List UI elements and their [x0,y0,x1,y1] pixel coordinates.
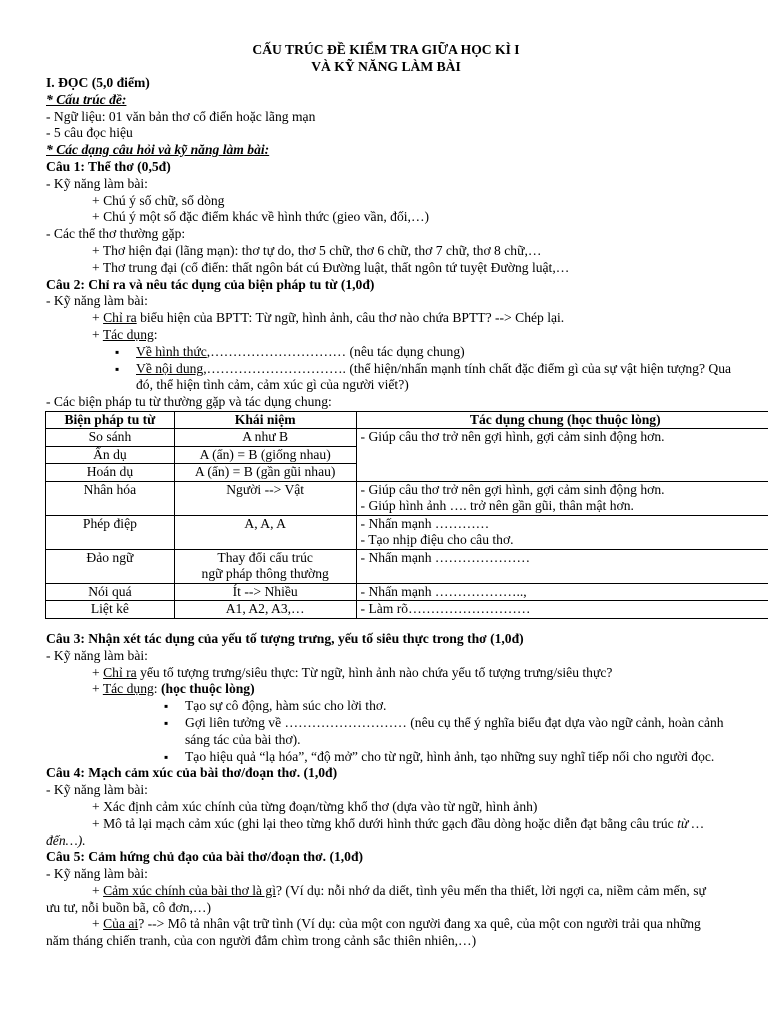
cell-concept: Người --> Vật [174,481,356,515]
underlined-term: Tác dụng [102,326,154,342]
bullet-item: ▪ Tạo sự cô động, hàm súc cho lời thơ. [164,698,724,715]
text-fragment: + [92,310,104,326]
underlined-term: Của ai [103,916,139,932]
text-line [46,327,726,344]
bullet-list [46,698,724,765]
cell-concept: A (ẩn) = B (gần gũi nhau) [174,464,356,482]
text-line: + Thơ hiện đại (lãng mạn): thơ tự do, thơ 5 chữ, thơ 6 chữ, thơ 7 chữ, thơ 8 chữ,… [92,242,542,258]
underlined-term: Về hình thức [136,343,207,359]
cell-name: Hoán dụ [46,464,175,482]
cell-effect: - Nhấn mạnh ………………… [356,549,768,583]
table-row [46,583,768,601]
text-line: - 5 câu đọc hiệu [46,125,133,141]
underlined-term: Cảm xúc chính của bài thơ là gì [103,882,276,898]
bullet-item: ▪ Gợi liên tưởng về ……………………… (nêu cụ thể ý nghĩa biểu đạt dựa vào ngữ cảnh, hoàn cảnh sáng tác của bài thơ). [164,715,724,749]
text-line: - Các thể thơ thường gặp: [46,226,186,242]
text-line: + Chú ý một số đặc điểm khác về hình thức (gieo vần, đối,…) [92,209,430,225]
cell-concept: A (ẩn) = B (giống nhau) [174,446,356,464]
cell-concept [174,549,356,583]
text-fragment: ? (Ví dụ: nỗi nhớ da diết, tình yêu mến tha thiết, lời ngợi ca, niềm cảm mến, sự ưu tư, nỗi buồn bã, cô đơn,…) [46,882,706,915]
table-header-row [46,411,768,429]
text-fragment: ? --> Mô tả nhân vật trữ tình (Ví dụ: của một con người đang xa quê, của một con người trải qua những năm tháng chiến tranh, của con người đắm chìm trong cảnh sắc thiên nhiên,…) [46,916,701,949]
text-fragment: : [153,326,158,342]
text-line: + Xác định cảm xúc chính của từng đoạn/từng khổ thơ (dựa vào từ ngữ, hình ảnh) [92,798,538,814]
cell-name: Phép điệp [46,515,175,549]
text-fragment: ,…………………………. (thể hiện/nhấn mạnh tính chất đặc điểm gì của sự vật hiện tượng? Qua đó, thể hiện tình cảm, cảm xúc gì của người viết?) [136,360,732,393]
table-row [46,601,768,619]
text-fragment: + [92,326,103,342]
effect-line: - Giúp hình ảnh …. trở nên gần gũi, thân mật hơn. [360,498,634,514]
table-row [46,429,768,447]
table-row [46,515,768,549]
text-fragment: : [153,681,161,697]
text-fragment: + [92,916,104,932]
text-line: - Các biện pháp tu từ thường gặp và tác dụng chung: [46,394,332,410]
text-line: - Kỹ năng làm bài: [46,866,148,882]
text-fragment: + [92,882,104,898]
cell-effect [356,515,768,549]
underlined-term: Về nội dung [136,360,204,376]
text-line: - Ngữ liệu: 01 văn bản thơ cổ điển hoặc lãng mạn [46,108,316,124]
underlined-term: Tác dụng [102,681,154,697]
effect-line: - Tạo nhịp điệu cho câu thơ. [360,532,514,548]
document-page [46,42,732,950]
cell-effect [356,481,768,515]
text-paragraph [46,883,722,917]
underlined-term: Chỉ ra [103,310,137,326]
question-3-heading: Câu 3: Nhận xét tác dụng của yếu tố tượng trưng, yếu tố siêu thực trong thơ (1,0đ) [46,630,524,646]
text-fragment: biểu hiện của BPTT: Từ ngữ, hình ảnh, câu thơ nào chứa BPTT? --> Chép lại. [136,310,565,326]
text-line [46,310,726,327]
text-line [46,665,726,682]
cell-name: Ẩn dụ [46,446,175,464]
cell-name: So sánh [46,429,175,447]
text-fragment: + Mô tả lại mạch cảm xúc (ghi lại theo từng khổ dưới hình thức gạch đầu dòng hoặc diễn đạt bằng câu trúc [92,815,678,831]
text-fragment: yếu tố tượng trưng/siêu thực: Từ ngữ, hình ảnh nào chứa yếu tố tượng trưng/siêu thực? [136,664,613,680]
text-paragraph [46,916,726,950]
table-row [46,549,768,583]
bullet-item [115,344,726,361]
text-fragment: + [92,664,104,680]
column-header: Biện pháp tu từ [46,411,175,429]
cell-name: Đảo ngữ [46,549,175,583]
bullet-item: ▪ Tạo hiệu quả “lạ hóa”, “độ mở” cho từ ngữ, hình ảnh, tạo những suy nghĩ tiếp nối cho người đọc. [164,749,724,766]
title-line-2: VÀ KỸ NĂNG LÀM BÀI [311,58,461,74]
bullet-item [115,361,736,395]
cell-concept: A, A, A [174,515,356,549]
question-2-heading: Câu 2: Chỉ ra và nêu tác dụng của biện pháp tu từ (1,0đ) [46,276,375,292]
cell-effect: - Giúp câu thơ trở nên gợi hình, gợi cảm sinh động hơn. [356,429,768,482]
italic-fragment: từ … đến…). [46,815,704,848]
cell-name: Nhân hóa [46,481,175,515]
section-heading: I. ĐỌC (5,0 điểm) [46,75,150,90]
underlined-term: Chỉ ra [103,664,137,680]
text-line: + Thơ trung đại (cổ điển: thất ngôn bát cú Đường luật, thất ngôn tứ tuyệt Đường luật,… [92,259,570,275]
concept-line: ngữ pháp thông thường [201,566,329,582]
question-4-heading: Câu 4: Mạch cảm xúc của bài thơ/đoạn thơ. (1,0đ) [46,765,338,781]
text-line: - Kỹ năng làm bài: [46,782,148,798]
effect-line: - Giúp câu thơ trở nên gợi hình, gợi cảm sinh động hơn. [360,481,665,497]
concept-line: Thay đổi cấu trúc [217,549,313,565]
column-header: Tác dụng chung (học thuộc lòng) [356,411,768,429]
cell-concept: Ít --> Nhiều [174,583,356,601]
rhetoric-table [45,411,768,619]
table-row [46,481,768,515]
cell-name: Liệt kê [46,601,175,619]
effect-line: - Nhấn mạnh ………… [360,515,490,531]
text-line: + Chú ý số chữ, số dòng [92,192,225,208]
document-title [46,42,726,75]
subheading-structure: * Cấu trúc đề: [46,91,127,107]
spacer [46,619,726,631]
text-fragment: ,………………………… (nêu tác dụng chung) [206,343,465,359]
cell-concept: A như B [174,429,356,447]
column-header: Khái niệm [174,411,356,429]
cell-effect: - Nhấn mạnh ……………….., [356,583,768,601]
text-line: - Kỹ năng làm bài: [46,175,148,191]
text-line: - Kỹ năng làm bài: [46,293,148,309]
question-1-heading: Câu 1: Thể thơ (0,5đ) [46,158,171,174]
cell-name: Nói quá [46,583,175,601]
text-fragment: + [92,681,103,697]
text-line [46,681,726,698]
cell-concept: A1, A2, A3,… [174,601,356,619]
question-5-heading: Câu 5: Cảm hứng chủ đạo của bài thơ/đoạn thơ. (1,0đ) [46,849,364,865]
text-paragraph [46,816,718,850]
text-line: - Kỹ năng làm bài: [46,647,148,663]
bullet-list [46,343,732,394]
title-line-1: CẤU TRÚC ĐỀ KIỂM TRA GIỮA HỌC KÌ I [252,42,520,57]
cell-effect: - Làm rõ……………………… [356,601,768,619]
bold-fragment: (học thuộc lòng) [160,681,255,697]
subheading-question-types: * Các dạng câu hỏi và kỹ năng làm bài: [46,142,270,158]
